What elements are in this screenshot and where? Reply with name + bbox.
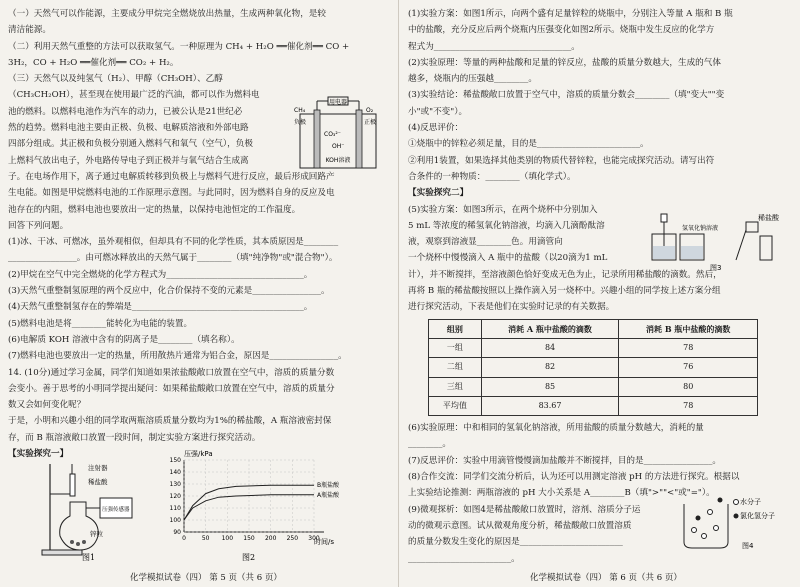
fig1-label-acid: 稀盐酸 <box>88 478 108 486</box>
fuel-cell-figure <box>292 96 384 174</box>
figure-1-apparatus <box>40 458 140 560</box>
table-cell: 一组 <box>429 338 482 357</box>
text-line: 数又会如何变化呢？ <box>8 400 86 411</box>
text-line: 计），并不断搅拌，至溶液颜色恰好变成无色为止，记录所用稀盐酸的滴数。然后， <box>408 269 722 280</box>
text-line: （CH₃CH₂OH），甚至现在使用最广泛的汽油，都可以作为燃料电 <box>8 90 260 101</box>
text-line: 进行探究活动，下表是他们在实验时记录的有关数据。 <box>408 302 615 313</box>
fig3-label-naoh: 氢氧化钠溶液 <box>682 225 719 232</box>
text-line: (2)实验原理：等量的两种盐酸和足量的锌反应，盐酸的质量分数越大，生成的气体 <box>408 57 721 68</box>
text-line: (5)实验方案：如图3所示，在两个烧杯中分别加入 <box>408 204 598 215</box>
figure-2-pressure-chart <box>148 446 348 556</box>
table-header-cell: 消耗 A 瓶中盐酸的滴数 <box>481 319 619 338</box>
y-tick-label: 110 <box>169 505 181 512</box>
fuel-cell-mid-label: KOH溶液 <box>325 157 351 164</box>
text-line: (2)甲烷在空气中完全燃烧的化学方程式为________________________________。 <box>8 269 313 280</box>
text-line: 存，而 B 瓶溶液敞口放置一段时间，制定实验方案进行探究活动。 <box>8 432 261 443</box>
fuel-cell-ch4-label: CH₄ <box>294 107 306 114</box>
text-line: 再将 B 瓶的稀盐酸按照以上操作滴入另一烧杯中。兴趣小组的同学按上述方案分组 <box>408 286 721 297</box>
table-cell: 76 <box>619 358 758 377</box>
fuel-cell-neg-label: 负极 <box>294 119 307 126</box>
section-title-2: 【实验探究二】 <box>408 188 469 199</box>
table-header-row <box>429 319 758 338</box>
right-text-block-1 <box>408 6 794 185</box>
x-tick-label: 150 <box>243 535 255 542</box>
right-footer: 化学模拟试卷（四） 第 6 页（共 6 页） <box>530 573 682 583</box>
text-line: 3H₂，CO + H₂O ══催化剂══ CO₂ + H₂。 <box>8 57 179 68</box>
y-tick-label: 120 <box>169 493 181 500</box>
series-label: B瓶盐酸 <box>317 482 340 490</box>
text-line: （一）天然气可以作能源，主要成分甲烷完全燃烧放出热量，生成两种氧化物，是较 <box>8 9 326 19</box>
text-line: (7)燃料电池也要放出一定的热量，所用散热片通常为铝合金，原因是________________。 <box>8 351 347 362</box>
left-page <box>8 6 393 462</box>
text-line: ①烧瓶中的锌粒必须足量，目的是________________________。 <box>408 139 649 150</box>
x-tick-label: 50 <box>201 535 210 542</box>
text-line: 程式为________________________________。 <box>408 41 580 52</box>
fig3-caption: 图3 <box>710 264 722 272</box>
text-line: 池的燃料。以燃料电池作为汽车的动力，已被公认是21世纪必 <box>8 106 243 117</box>
table-cell: 85 <box>481 377 619 396</box>
fig1-label-syringe: 注射器 <box>88 464 108 472</box>
series-label: A瓶盐酸 <box>317 491 340 499</box>
text-line: （二）利用天然气重整的方法可以获取氢气。一种原理为 CH₄ + H₂O ══催化剂══ CO + <box>8 41 350 52</box>
y-tick-label: 150 <box>169 457 181 464</box>
text-line: 回答下列问题。 <box>8 220 69 231</box>
text-line: 合条件的一种物质：________（填化学式）。 <box>408 171 576 182</box>
fuel-cell-top-label: 用电器 <box>328 99 348 106</box>
text-line: 中的盐酸，充分反应后两个烧瓶内压强变化如图2所示。烧瓶中发生反应的化学方 <box>408 25 715 36</box>
table-row <box>429 396 758 415</box>
text-line: (3)天然气重整制氢原理的两个反应中，化合价保持不变的元素是________________。 <box>8 286 330 297</box>
text-line: 上燃料气放出电子，外电路传导电子到正极并与氧气结合生成离 <box>8 155 249 166</box>
fuel-cell-o2-label: O₂ <box>366 107 374 114</box>
text-line: 越多，烧瓶内的压强越________。 <box>408 74 537 85</box>
text-line: 小"或"不变"）。 <box>408 106 468 117</box>
table-cell: 78 <box>619 338 758 357</box>
section-title-1: 【实验探究一】 <box>8 449 69 460</box>
fig2-xlabel: 时间/s <box>314 538 335 546</box>
text-line: 动的微观示意图。试从微观角度分析，稀盐酸敞口放置溶质 <box>408 520 632 531</box>
text-line: ________。 <box>408 439 451 450</box>
text-line: 四部分组成。其正极和负极分别通入燃料气和氧气（空气），负极 <box>8 139 253 150</box>
table-row <box>429 358 758 377</box>
fig4-label-water: 水分子 <box>740 498 761 506</box>
fig2-plot-area <box>170 457 341 542</box>
page-divider <box>398 0 399 587</box>
text-line: (6)实验原理：中和相同的氢氧化钠溶液，所用盐酸的质量分数越大，消耗的量 <box>408 423 704 434</box>
table-cell: 78 <box>619 396 758 415</box>
y-tick-label: 130 <box>169 481 181 488</box>
fig3-label-acid: 稀盐酸 <box>758 214 779 222</box>
y-tick-label: 90 <box>173 529 181 536</box>
text-line: ________________。由可燃冰释放出的天然气属于________（填"纯净物"或"混合物"）。 <box>8 253 338 264</box>
text-line: (4)天然气重整制氢存在的弊端是________________________________________。 <box>8 302 313 313</box>
text-line: 于是，小明和兴趣小组的同学取两瓶溶质质量分数均为1%的稀盐酸，A 瓶溶液密封保 <box>8 416 332 427</box>
text-line: 一个烧杯中慢慢滴入 A 瓶中的盐酸（以20滴为1 mL <box>408 253 608 264</box>
text-line: (1)冰、干冰、可燃冰，虽外观相似，但却具有不同的化学性质，其本质原因是________ <box>8 237 339 248</box>
table-row <box>429 377 758 396</box>
left-footer: 化学模拟试卷（四） 第 5 页（共 6 页） <box>130 573 282 583</box>
text-line: 池存在的内阻，燃料电池也要放出一定的热量，以保持电池恒定的工作温度。 <box>8 204 301 215</box>
table-cell: 二组 <box>429 358 482 377</box>
text-line: 然的趋势。燃料电池主要由正极、负极、电解质溶液和外部电路 <box>8 123 249 134</box>
fig4-caption: 图4 <box>742 542 754 550</box>
table-cell: 82 <box>481 358 619 377</box>
text-line: (9)微观探析：如图4是稀盐酸敞口放置时，溶剂、溶质分子运 <box>408 504 641 515</box>
x-tick-label: 100 <box>221 535 234 542</box>
fuel-cell-co3-label: CO₃²⁻ <box>324 131 341 138</box>
text-line: ________________________。 <box>408 553 520 564</box>
text-line: 液，观察到溶液显________色。用滴管向 <box>408 237 563 248</box>
table-cell: 三组 <box>429 377 482 396</box>
x-tick-label: 250 <box>286 535 299 542</box>
text-line: 上实验结论推测：两瓶溶液的 pH 大小关系是 A________B（填">""<"或"="）。 <box>408 488 715 499</box>
table-cell: 80 <box>619 377 758 396</box>
figure-1-caption: 图1 <box>82 553 96 562</box>
text-line: (6)电解质 KOH 溶液中含有的阴离子是________（填名称）。 <box>8 334 240 345</box>
text-line: 14. (10分)通过学习金属，同学们知道如果浓盐酸敞口放置在空气中，溶质的质量分数 <box>8 367 335 378</box>
text-line: 清洁能源。 <box>8 25 51 36</box>
figure-3-beakers <box>650 210 792 272</box>
text-line: 子。在电场作用下，离子通过电解质转移到负极上与燃料气进行反应，最后形成回路产 <box>8 171 335 182</box>
fig1-label-sensor: 压强传感器 <box>102 507 130 513</box>
text-line: 会变小。善于思考的小明同学提出疑问：如果稀盐酸敞口放置在空气中，溶质的质量分 <box>8 383 335 394</box>
fuel-cell-oh-label: OH⁻ <box>332 143 345 150</box>
y-tick-label: 100 <box>169 517 181 524</box>
fig2-ylabel: 压强/kPa <box>184 450 213 458</box>
text-line: 的质量分数发生变化的原因是________________________ <box>408 537 623 548</box>
figure-4-molecules <box>680 490 790 554</box>
table-header-cell: 消耗 B 瓶中盐酸的滴数 <box>619 319 758 338</box>
text-line: ②利用1装置，如果选择其他类别的物质代替锌粒，也能完成探究活动。请写出符 <box>408 155 715 166</box>
fig4-label-hcl: 氯化氢分子 <box>740 512 775 520</box>
data-table <box>428 319 758 416</box>
x-tick-label: 200 <box>264 535 277 542</box>
table-cell: 平均值 <box>429 396 482 415</box>
text-line: (1)实验方案：如图1所示，向两个盛有足量锌粒的烧瓶中，分别注入等量 A 瓶和 B 瓶 <box>408 9 733 19</box>
left-text-block <box>8 6 393 446</box>
y-tick-label: 140 <box>169 469 181 476</box>
table-row <box>429 338 758 357</box>
table-cell: 84 <box>481 338 619 357</box>
text-line: 5 mL 等浓度的稀氢氧化钠溶液，均滴入几滴酚酞溶 <box>408 220 605 231</box>
text-line: (8)合作交流：同学们交流分析后，认为还可以用测定溶液 pH 的方法进行探究。根据以 <box>408 472 740 483</box>
text-line: （三）天然气以及纯氢气（H₂）、甲醇（CH₃OH）、乙醇 <box>8 74 223 85</box>
fuel-cell-pos-label: 正极 <box>364 119 377 126</box>
text-line: (3)实验结论：稀盐酸敞口放置于空气中，溶质的质量分数会________（填"变大""变 <box>408 90 725 101</box>
text-line: (7)反思评价：实验中用滴管慢慢滴加盐酸并不断搅拌，目的是________________。 <box>408 455 721 466</box>
table-cell: 83.67 <box>481 396 619 415</box>
figure-2-caption: 图2 <box>242 553 256 562</box>
x-tick-label: 300 <box>308 535 320 542</box>
text-line: (5)燃料电池是将________能转化为电能的装置。 <box>8 318 193 329</box>
fig1-label-zinc: 锌粒 <box>90 530 103 538</box>
text-line: (4)反思评价： <box>408 123 464 134</box>
table-header-cell: 组别 <box>429 319 482 338</box>
text-line: 生电能。如图是甲烷燃料电池的工作原理示意图。与此同时，因为燃料自身的反应及电 <box>8 188 335 199</box>
x-tick-label: 0 <box>182 535 186 542</box>
right-page <box>408 6 794 567</box>
series-line-b <box>184 485 314 520</box>
